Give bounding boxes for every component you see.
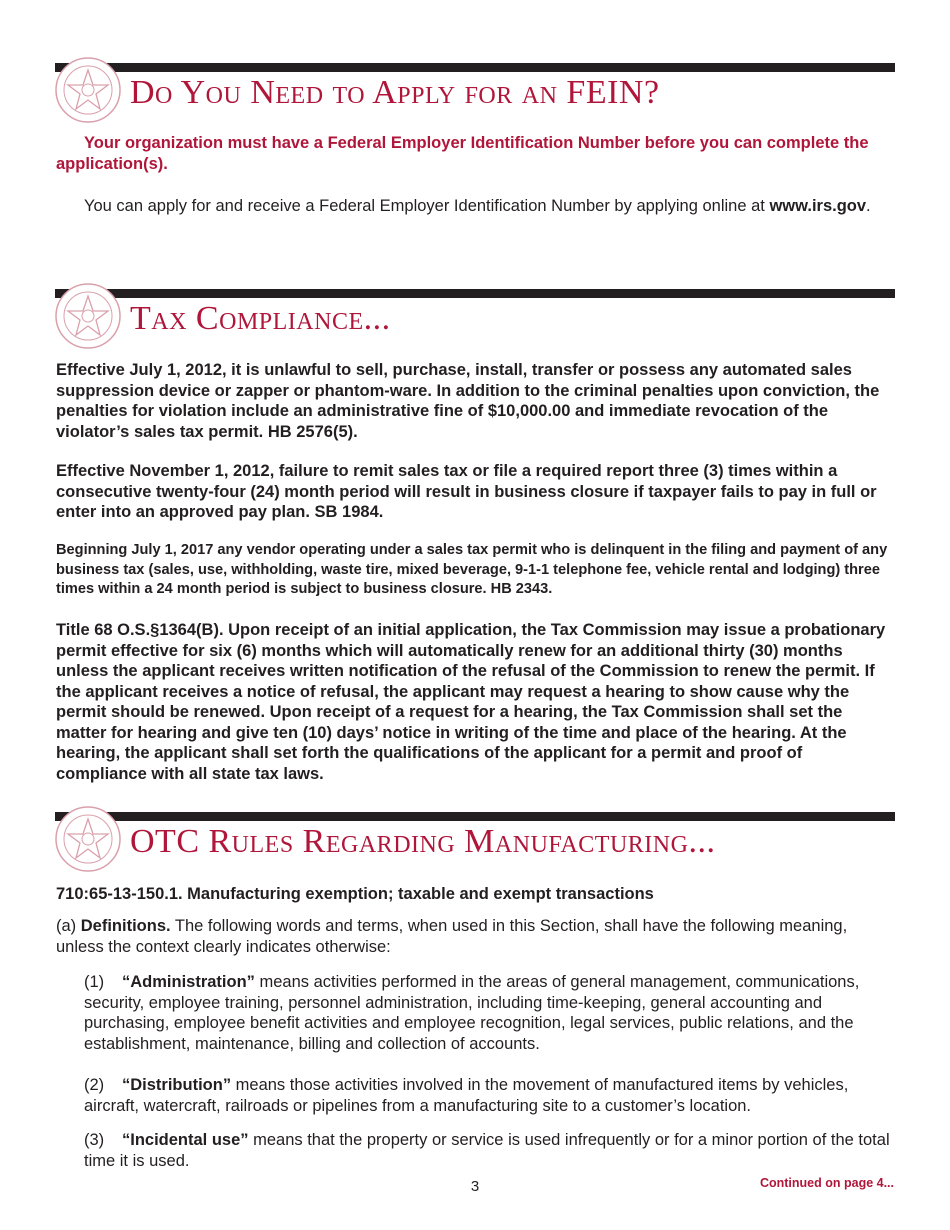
section-header-tax [55,289,895,355]
page-number: 3 [470,1178,480,1195]
definition-item-distribution [84,1075,896,1116]
section-title: Do You Need to Apply for an FEIN? [130,74,660,111]
definition-item-administration [84,972,896,1054]
definition-item-incidental-use [84,1130,896,1171]
header-rule [55,289,895,298]
section-header-rules [55,812,895,878]
header-rule [55,63,895,72]
definition-number: (2) [84,1076,105,1094]
tax-paragraph-2: Effective November 1, 2012, failure to remit sales tax or file a required report three (3) times within a consecutive twenty-four (24) month period will result in business closure if taxpayer fails to pay in full or enter into an approved pay plan. SB 1984. [56,462,877,521]
state-seal-icon [55,283,121,349]
fein-notice: Your organization must have a Federal Employer Identification Number before you can complete the application(s). [56,134,869,173]
definitions-prefix: (a) [56,917,81,935]
state-seal-icon [55,57,121,123]
definition-term: “Incidental use” [122,1131,249,1149]
tax-paragraph-1: Effective July 1, 2012, it is unlawful to sell, purchase, install, transfer or possess any automated sales suppression device or zapper or phantom-ware. In addition to the criminal penalties upon conviction, the penalties for violation include an administrative fine of $10,000.00 and immediate revocation of the violator’s sales tax permit. HB 2576(5). [56,361,880,441]
definitions-paragraph [56,916,896,957]
irs-link[interactable]: www.irs.gov [769,197,867,215]
tax-paragraph-4: Title 68 O.S.§1364(B). Upon receipt of an initial application, the Tax Commission may issue a probationary permit effective for six (6) months which will automatically renew for an additional thirty (30) months unless the applicant receives written notification of the refusal of the Commission to renew the permit. If the applicant receives a notice of refusal, the applicant may request a hearing to show cause why the permit should be renewed. Upon receipt of a request for a hearing, the Tax Commission shall set the matter for hearing and give ten (10) days’ notice in writing of the time and place of the hearing. At the hearing, the applicant shall set forth the qualifications of the applicant for a permit and proof of compliance with all state tax laws. [56,621,886,783]
tax-paragraph-3: Beginning July 1, 2017 any vendor operating under a sales tax permit who is delinquent in the filing and payment of any business tax (sales, use, withholding, waste tire, mixed beverage, 9-1-1 telephone fee, vehicle rental and lodging) three times within a 24 month period is subject to business closure. HB 2343. [56,542,888,597]
header-rule [55,812,895,821]
fein-body-text: You can apply for and receive a Federal Employer Identification Number by applying online at [84,197,770,215]
fein-body [56,196,896,217]
definition-term: “Distribution” [122,1076,232,1094]
definition-text: means activities performed in the areas of general management, communications, security, employee training, personnel administration, including time-keeping, general accounting and purchasing, employee benefit activities and employee recognition, legal services, public relations, and the establishment, maintenance, billing and collection of accounts. [84,973,860,1053]
definition-number: (1) [84,973,105,991]
fein-body-period: . [866,197,871,215]
definition-term: “Administration” [122,973,255,991]
state-seal-icon [55,806,121,872]
definitions-text: The following words and terms, when used in this Section, shall have the following meaning, unless the context clearly indicates otherwise: [56,917,848,956]
definition-text: means those activities involved in the movement of manufactured items by vehicles, aircraft, watercraft, railroads or pipelines from a manufacturing site to a customer’s location. [84,1076,849,1115]
section-title: OTC Rules Regarding Manufacturing... [130,823,716,860]
section-header-fein [55,63,895,129]
definition-number: (3) [84,1131,105,1149]
continued-note: Continued on page 4... [759,1176,894,1190]
definition-text: means that the property or service is used infrequently or for a minor portion of the total time it is used. [84,1131,890,1170]
rule-heading: 710:65-13-150.1. Manufacturing exemption; taxable and exempt transactions [56,885,654,903]
definitions-label: Definitions. [80,917,171,935]
section-title: Tax Compliance... [130,300,391,337]
